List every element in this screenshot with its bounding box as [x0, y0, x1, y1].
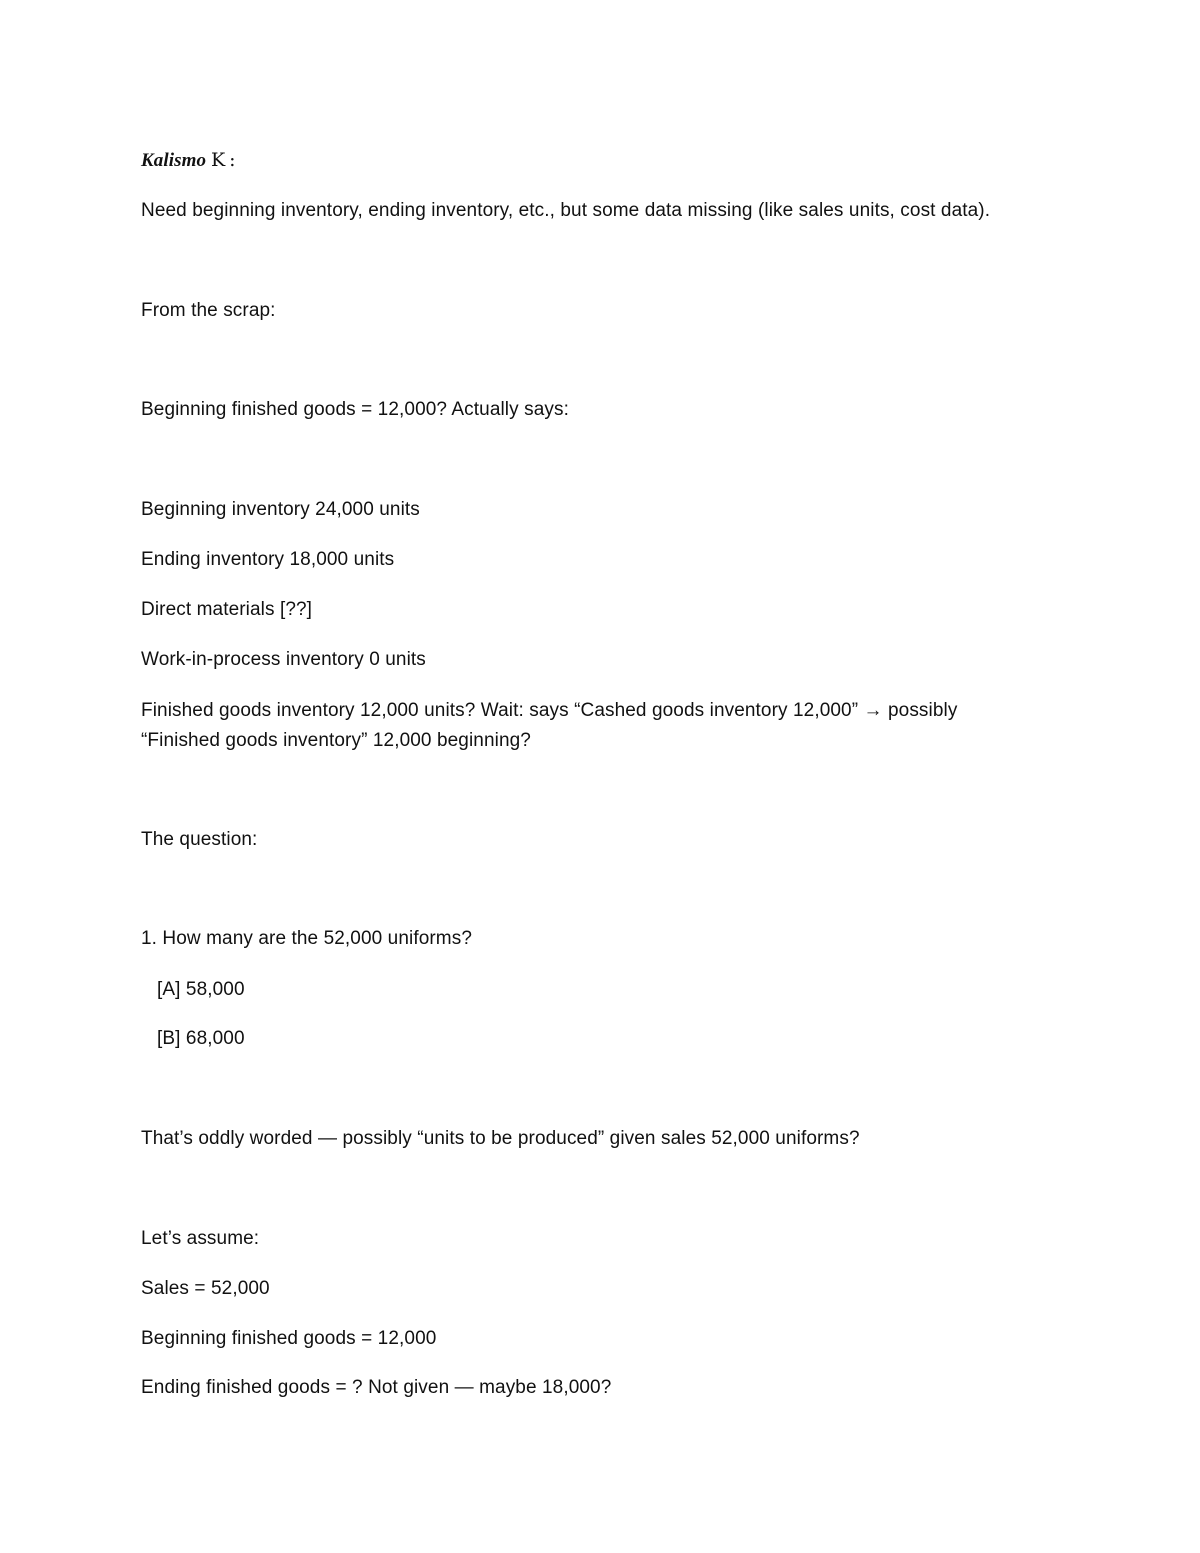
lets-assume-text: Let’s assume:	[141, 1228, 260, 1249]
document-title	[141, 145, 236, 176]
title-suffix: K :	[210, 149, 236, 171]
beginning-finished-goods-text: Beginning finished goods = 12,000	[141, 1328, 437, 1349]
beginning-inventory-text: Beginning inventory 24,000 units	[141, 499, 420, 520]
finished-goods-line-1: Finished goods inventory 12,000 units? Wait: says “Cashed goods inventory 12,000” → possibly	[141, 700, 958, 721]
intro-text: Need beginning inventory, ending inventory, etc., but some data missing (like sales units, cost data).	[141, 200, 991, 221]
wip-inventory-text: Work-in-process inventory 0 units	[141, 649, 426, 670]
direct-materials-text: Direct materials [??]	[141, 599, 313, 620]
oddly-worded-text: That’s oddly worded — possibly “units to be produced” given sales 52,000 uniforms?	[141, 1128, 860, 1149]
the-question-heading: The question:	[141, 829, 258, 850]
title-name: Kalismo	[141, 150, 207, 171]
from-scrap-text: From the scrap:	[141, 300, 276, 321]
beginning-fg-question: Beginning finished goods = 12,000? Actually says:	[141, 399, 569, 420]
sales-text: Sales = 52,000	[141, 1278, 270, 1299]
option-b: [B] 68,000	[157, 1028, 245, 1049]
ending-finished-goods-text: Ending finished goods = ? Not given — maybe 18,000?	[141, 1377, 612, 1398]
question-1: 1. How many are the 52,000 uniforms?	[141, 928, 472, 949]
finished-goods-line-2: “Finished goods inventory” 12,000 beginning?	[141, 730, 531, 751]
ending-inventory-text: Ending inventory 18,000 units	[141, 549, 395, 570]
option-a: [A] 58,000	[157, 979, 245, 1000]
